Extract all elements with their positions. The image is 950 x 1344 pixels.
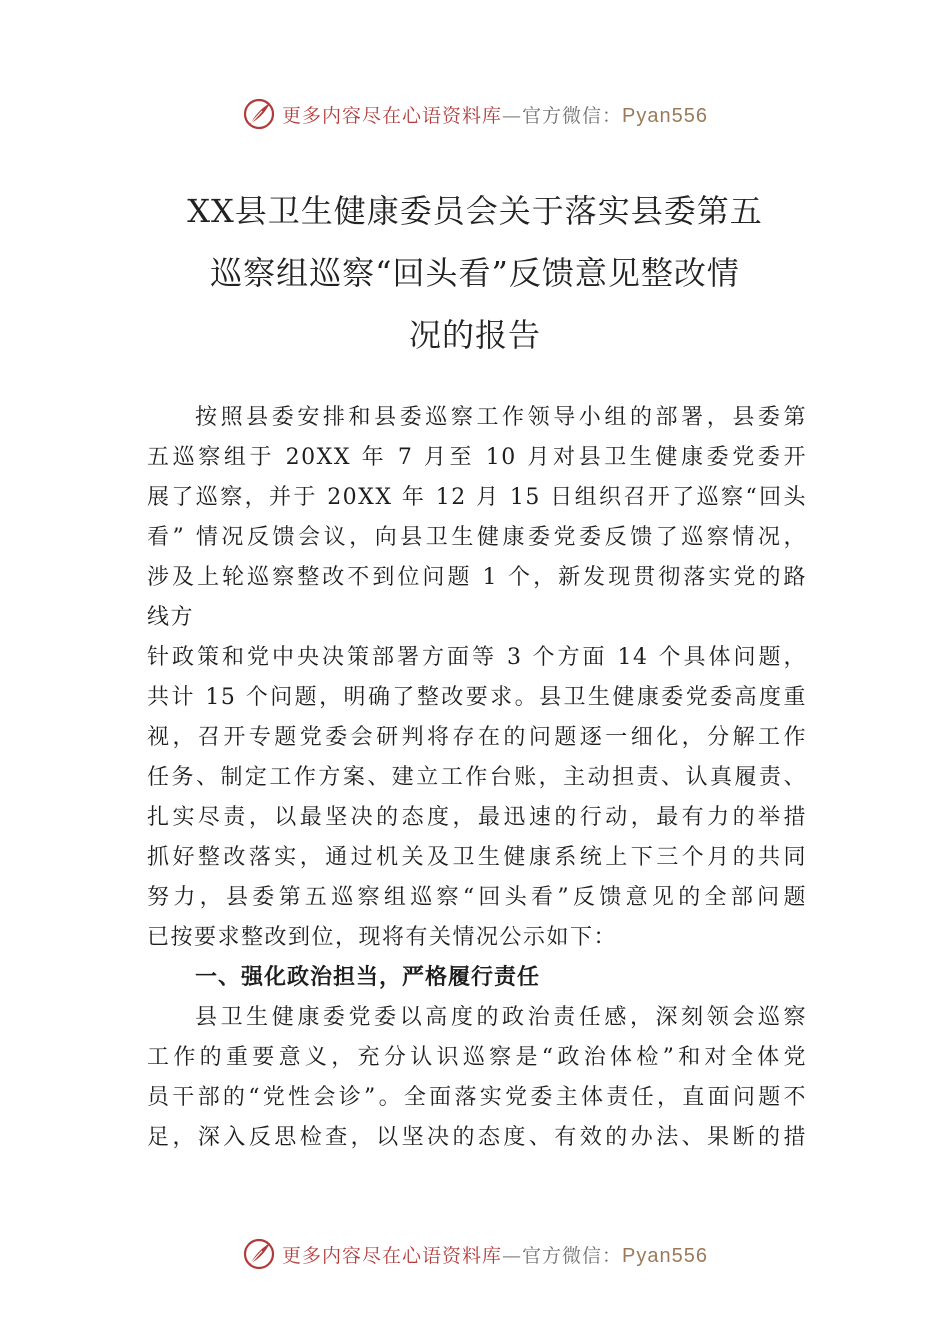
title-line: 况的报告	[408, 316, 541, 354]
header-banner	[0, 92, 950, 136]
paragraph-line: 视，召开专题党委会研判将存在的问题逐一细化，分解工作	[147, 725, 807, 750]
banner-text	[282, 101, 708, 128]
banner-wechat-label: 官方微信：	[522, 104, 623, 127]
footer-banner	[0, 1232, 950, 1276]
banner-main-text: 更多内容尽在心语资料库	[282, 1244, 503, 1267]
banner-account: Pyan556	[622, 104, 708, 127]
paragraph-line: 员干部的“党性会诊”。全面落实党委主体责任，直面问题不	[147, 1085, 807, 1110]
paragraph-line: 展了巡察，并于 20XX 年 12 月 15 日组织召开了巡察“回头	[147, 485, 807, 510]
banner-dash: —	[502, 1244, 523, 1267]
document-title	[150, 180, 800, 366]
banner-account: Pyan556	[622, 1244, 708, 1267]
banner-dash: —	[502, 104, 523, 127]
title-line: XX县卫生健康委员会关于落实县委第五	[187, 192, 763, 230]
paragraph-line: 涉及上轮巡察整改不到位问题 1 个，新发现贯彻落实党的路	[147, 565, 807, 590]
banner-text	[282, 1241, 708, 1268]
paragraph-line: 努力，县委第五巡察组巡察“回头看”反馈意见的全部问题	[147, 885, 807, 910]
paragraph-line: 扎实尽责，以最坚决的态度，最迅速的行动，最有力的举措	[147, 805, 807, 830]
paragraph-line: 五巡察组于 20XX 年 7 月至 10 月对县卫生健康委党委开	[147, 445, 807, 470]
section-heading: 一、强化政治担当，严格履行责任	[195, 965, 541, 990]
banner-wechat-label: 官方微信：	[522, 1244, 623, 1267]
paragraph-line: 针政策和党中央决策部署方面等 3 个方面 14 个具体问题，	[147, 645, 807, 670]
paragraph-line: 看” 情况反馈会议，向县卫生健康委党委反馈了巡察情况，	[147, 525, 807, 550]
title-line: 巡察组巡察“回头看”反馈意见整改情	[210, 254, 740, 292]
paragraph-line: 按照县委安排和县委巡察工作领导小组的部署，县委第	[195, 405, 807, 430]
paragraph-line: 工作的重要意义，充分认识巡察是“政治体检”和对全体党	[147, 1045, 807, 1070]
banner-main-text: 更多内容尽在心语资料库	[282, 104, 503, 127]
paragraph-line: 共计 15 个问题，明确了整改要求。县卫生健康委党委高度重	[147, 685, 807, 710]
paragraph-line: 任务、制定工作方案、建立工作台账，主动担责、认真履责、	[147, 765, 807, 790]
paragraph-line: 抓好整改落实，通过机关及卫生健康系统上下三个月的共同	[147, 845, 807, 870]
paragraph-line: 线方	[147, 605, 195, 630]
paragraph-line: 足，深入反思检查，以坚决的态度、有效的办法、果断的措	[147, 1125, 807, 1150]
quill-logo-icon	[242, 1237, 276, 1271]
paragraph-line: 已按要求整改到位，现将有关情况公示如下：	[147, 925, 618, 950]
paragraph-line: 县卫生健康委党委以高度的政治责任感，深刻领会巡察	[195, 1005, 807, 1030]
quill-logo-icon	[242, 97, 276, 131]
document-body	[147, 398, 807, 1158]
